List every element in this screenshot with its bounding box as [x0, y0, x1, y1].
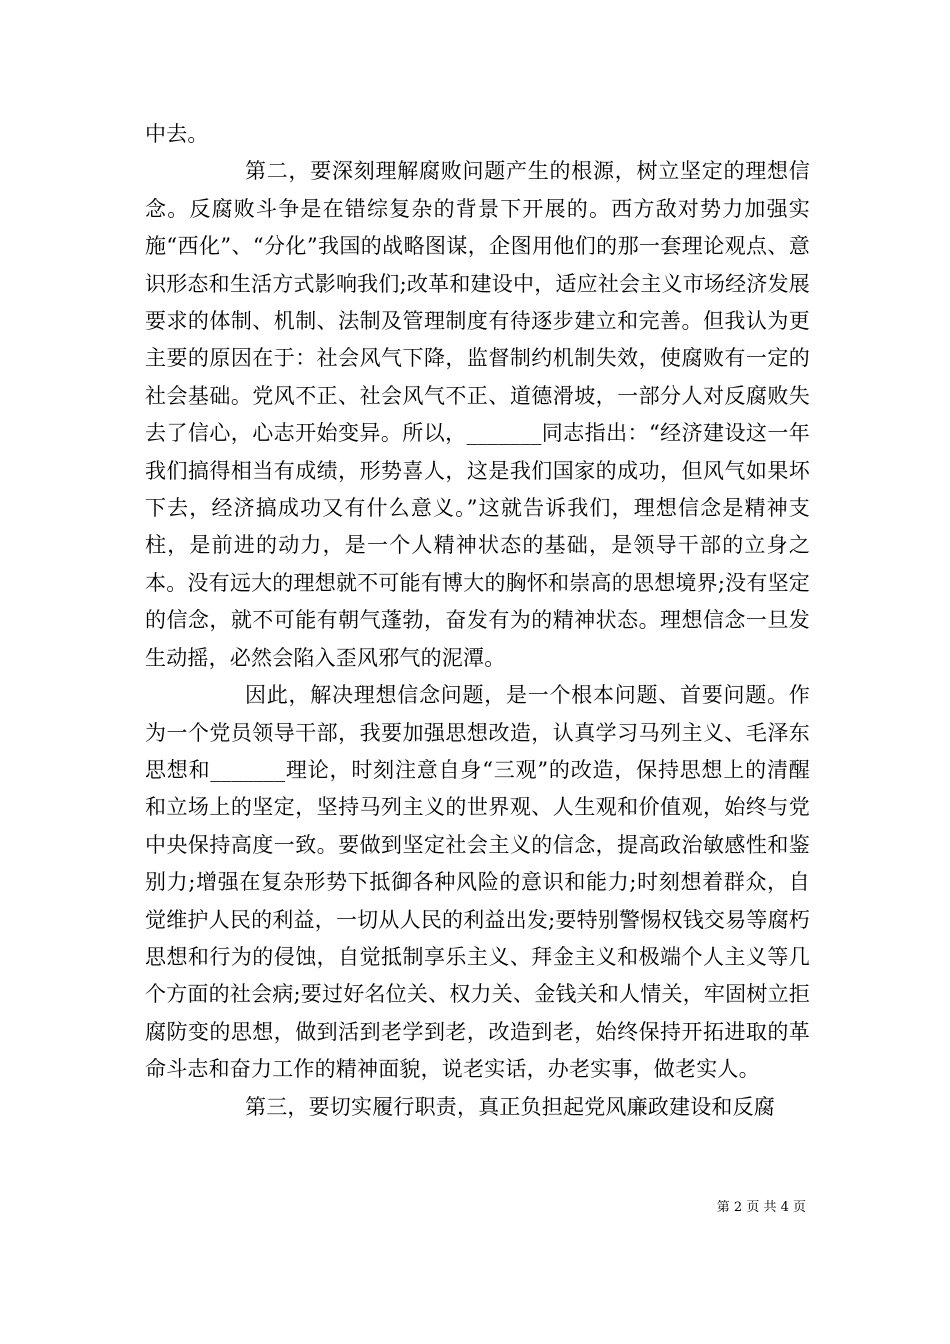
paragraph-continuation: 中去。: [145, 122, 209, 146]
paragraph-third-point: 第三，要切实履行职责，真正负担起党风廉政建设和反腐: [245, 1094, 775, 1119]
page-number: 第 2 页 共 4 页: [716, 1200, 806, 1215]
paragraph-therefore: 因此，解决理想信念问题，是一个根本问题、首要问题。作为一个党员领导干部，我要加强思想改造，认真学习马列主义、毛泽东思想和_______理论，时刻注意自身“三观”的改造，保持思想上的清醒和立场上的坚定，坚持马列主义的世界观、人生观和价值观，始终与党中央保持高度一致。要做到坚定社会主义的信念，提高政治敏感性和鉴别力;增强在复杂形势下抵御各种风险的意识和能力;时刻想着群众，自觉维护人民的利益，一切从人民的利益出发;要特别警惕权钱交易等腐朽思想和行为的侵蚀，自觉抵制享乐主义、拜金主义和极端个人主义等几个方面的社会病;要过好名位关、权力关、金钱关和人情关，牢固树立拒腐防变的思想，做到活到老学到老，改造到老，始终保持开拓进取的革命斗志和奋力工作的精神面貌，说老实话，办老实事，做老实人。: [145, 683, 810, 1082]
paragraph-second-point: 第二，要深刻理解腐败问题产生的根源，树立坚定的理想信念。反腐败斗争是在错综复杂的背景下开展的。西方敌对势力加强实施“西化”、“分化”我国的战略图谋，企图用他们的那一套理论观点、意识形态和生活方式影响我们;改革和建设中，适应社会主义市场经济发展要求的体制、机制、法制及管理制度有待逐步建立和完善。但我认为更主要的原因在于：社会风气下降，监督制约机制失效，使腐败有一定的社会基础。党风不正、社会风气不正、道德滑坡，一部分人对反腐败失去了信心，心志开始变异。所以，_______同志指出：“经济建设这一年我们搞得相当有成绩，形势喜人，这是我们国家的成功，但风气如果坏下去，经济搞成功又有什么意义。”这就告诉我们，理想信念是精神支柱，是前进的动力，是一个人精神状态的基础，是领导干部的立身之本。没有远大的理想就不可能有博大的胸怀和崇高的思想境界;没有坚定的信念，就不可能有朝气蓬勃，奋发有为的精神状态。理想信念一旦发生动摇，必然会陷入歪风邪气的泥潭。: [145, 159, 810, 670]
document-body: [145, 116, 810, 1126]
